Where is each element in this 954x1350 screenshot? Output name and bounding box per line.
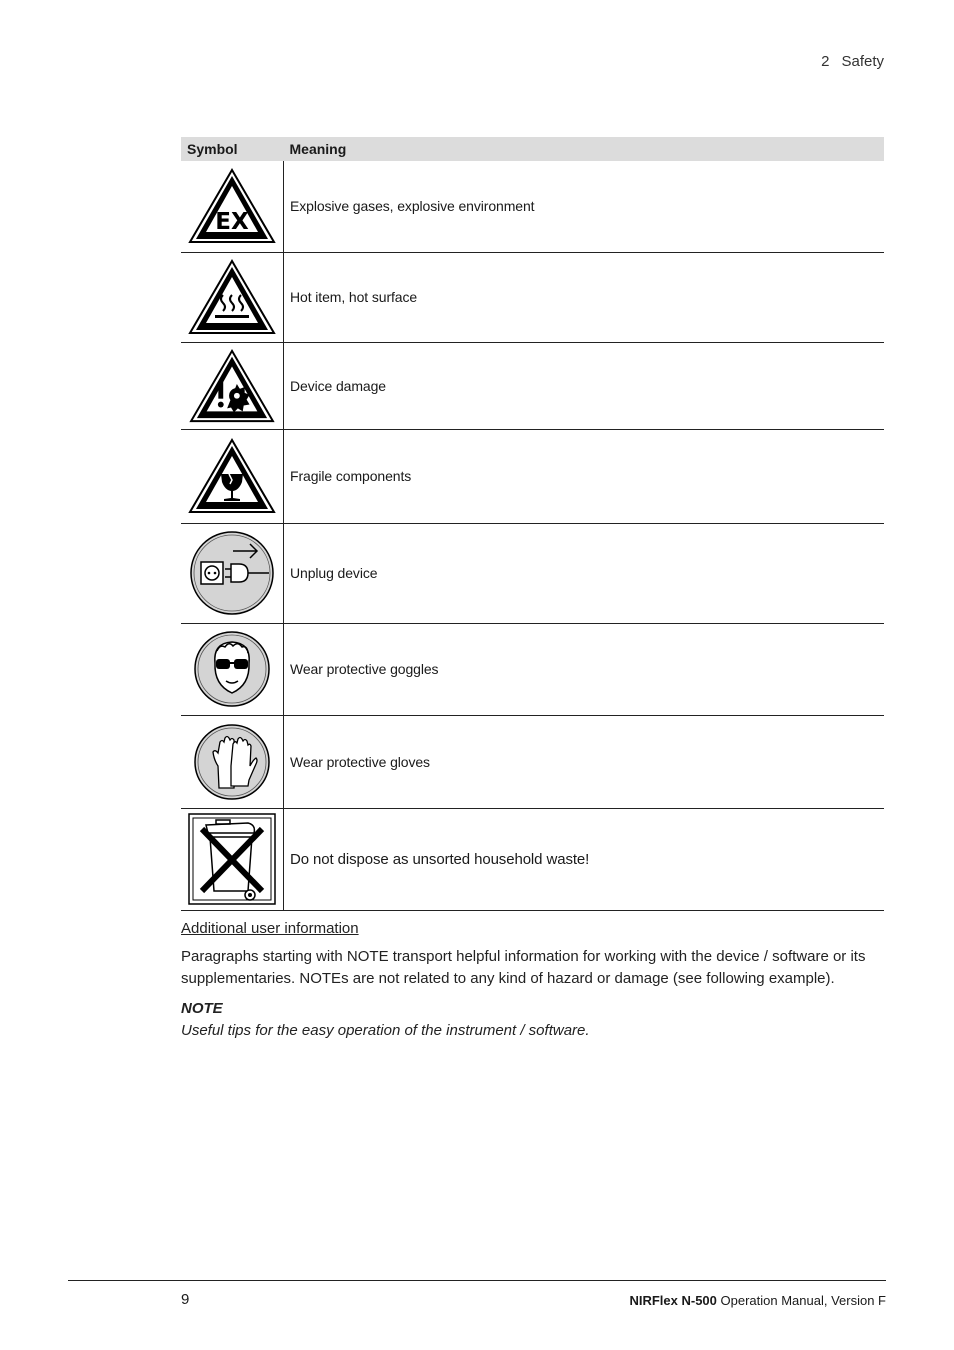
footer-doc-title bbox=[629, 1293, 886, 1308]
body-paragraph: Paragraphs starting with NOTE transport helpful information for working with the device / software or its supplementaries. NOTEs are not related to any kind of hazard or damage (see following example). bbox=[181, 948, 866, 987]
column-header-meaning: Meaning bbox=[284, 137, 885, 161]
wear-gloves-icon bbox=[187, 722, 277, 802]
symbol-cell bbox=[181, 808, 284, 910]
symbol-cell bbox=[181, 623, 284, 715]
meaning-cell: Do not dispose as unsorted household waste! bbox=[284, 808, 885, 910]
hot-surface-warning-icon bbox=[187, 257, 277, 337]
table-row bbox=[181, 623, 884, 715]
device-damage-warning-icon bbox=[187, 347, 277, 425]
symbol-cell bbox=[181, 161, 284, 252]
meaning-cell: Unplug device bbox=[284, 523, 885, 623]
section-heading: Additional user information bbox=[181, 920, 359, 937]
crossed-out-bin-icon bbox=[188, 813, 276, 905]
note-text: Useful tips for the easy operation of the instrument / software. bbox=[181, 1022, 590, 1039]
column-header-symbol: Symbol bbox=[181, 137, 284, 161]
table-row bbox=[181, 715, 884, 808]
meaning-cell: Hot item, hot surface bbox=[284, 252, 885, 342]
wear-goggles-icon bbox=[187, 629, 277, 709]
table-row bbox=[181, 429, 884, 523]
product-name: NIRFlex N-500 bbox=[629, 1293, 717, 1308]
note-title: NOTE bbox=[181, 1000, 223, 1017]
symbol-cell bbox=[181, 342, 284, 429]
table-row bbox=[181, 252, 884, 342]
symbol-table bbox=[181, 137, 884, 911]
table-row bbox=[181, 523, 884, 623]
meaning-cell: Explosive gases, explosive environment bbox=[284, 161, 885, 252]
chapter-number: 2 bbox=[821, 53, 830, 70]
symbol-cell bbox=[181, 252, 284, 342]
meaning-cell: Wear protective goggles bbox=[284, 623, 885, 715]
running-header bbox=[821, 53, 884, 70]
table-row bbox=[181, 161, 884, 252]
additional-info-section bbox=[181, 918, 881, 1042]
meaning-cell: Wear protective gloves bbox=[284, 715, 885, 808]
fragile-glass-warning-icon bbox=[187, 436, 277, 516]
explosive-ex-warning-icon bbox=[187, 166, 277, 246]
footer-divider bbox=[68, 1280, 886, 1281]
table-header-row bbox=[181, 137, 884, 161]
table-row bbox=[181, 808, 884, 910]
symbol-cell bbox=[181, 429, 284, 523]
table-row bbox=[181, 342, 884, 429]
svg-text:EX: EX bbox=[215, 209, 249, 236]
doc-title: Operation Manual, Version F bbox=[720, 1293, 886, 1308]
symbol-cell bbox=[181, 715, 284, 808]
page-number: 9 bbox=[181, 1291, 190, 1308]
unplug-device-icon bbox=[187, 529, 277, 617]
meaning-cell: Fragile components bbox=[284, 429, 885, 523]
meaning-cell: Device damage bbox=[284, 342, 885, 429]
chapter-title: Safety bbox=[841, 53, 884, 70]
symbol-cell bbox=[181, 523, 284, 623]
